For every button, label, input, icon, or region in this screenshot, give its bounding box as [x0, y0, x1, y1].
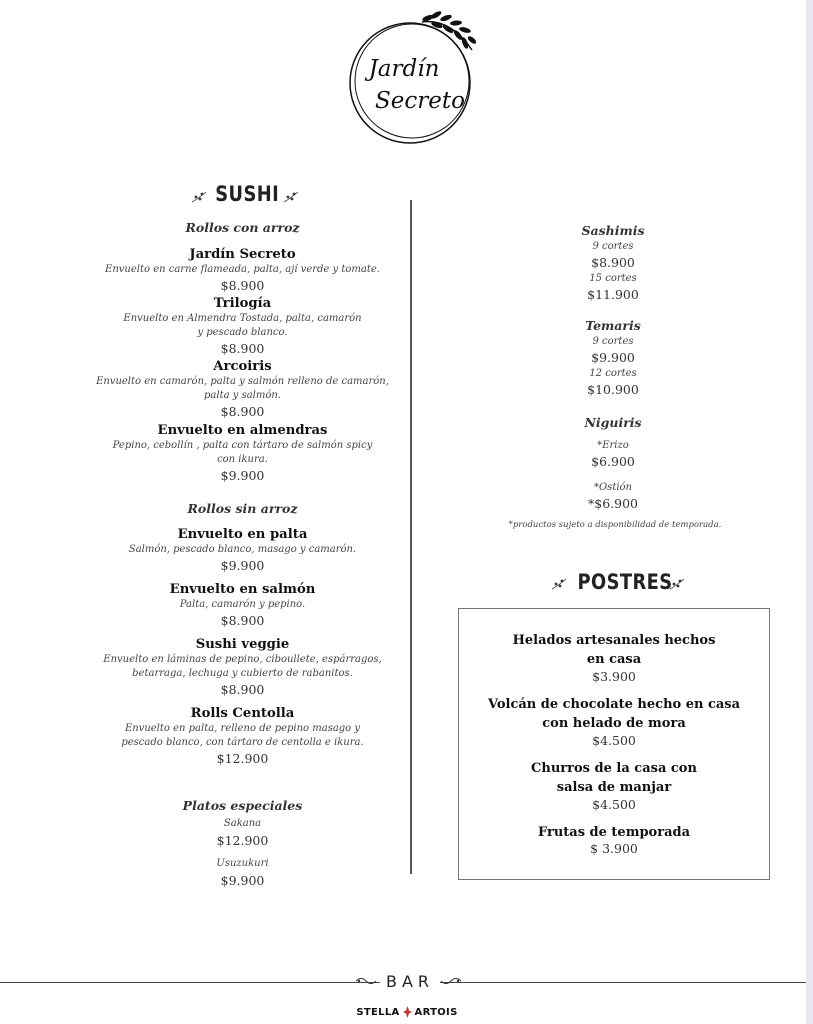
- menu-item: [90, 816, 395, 850]
- bar-label: BAR: [380, 972, 440, 992]
- item-name: Trilogía: [213, 296, 272, 311]
- group-heading: Rollos sin arroz: [187, 501, 298, 516]
- item-desc: Envuelto en palta, relleno de pepino masago y: [124, 723, 361, 734]
- sprig-right-icon: [668, 577, 686, 591]
- cut-label: 9 cortes: [592, 241, 634, 252]
- group-heading: Sashimis: [581, 223, 645, 238]
- dessert-name: Churros de la casa con: [531, 761, 697, 776]
- menu-item: [90, 246, 395, 294]
- item-name: Sakana: [223, 818, 262, 829]
- cut-price: $11.900: [587, 287, 639, 302]
- item-price: $8.900: [220, 278, 265, 293]
- menu-item: [90, 422, 395, 484]
- cut-label: 15 cortes: [589, 273, 637, 284]
- item-price: $8.900: [220, 404, 265, 419]
- group-heading: Platos especiales: [182, 798, 303, 813]
- item-desc: Salmón, pescado blanco, masago y camarón.: [128, 544, 357, 555]
- item-price: $9.900: [220, 558, 265, 573]
- sprig-left-icon: [190, 190, 208, 204]
- menu-item: [90, 358, 395, 420]
- item-desc: palta y salmón.: [204, 390, 281, 401]
- sushi-title: SUSHI: [215, 182, 280, 206]
- cut-label: 12 cortes: [589, 368, 637, 379]
- item-name: Sushi veggie: [195, 637, 290, 652]
- sashimis-section: [523, 222, 703, 304]
- cut-price: *$6.900: [588, 496, 638, 511]
- item-name: Rolls Centolla: [190, 706, 295, 721]
- group-heading: Rollos con arroz: [185, 220, 300, 235]
- item-price: $9.900: [220, 468, 265, 483]
- item-price: $8.900: [220, 682, 265, 697]
- item-price: $12.900: [216, 833, 269, 848]
- sprig-left-icon: [550, 577, 568, 591]
- item-price: $9.900: [220, 873, 265, 888]
- item-price: $8.900: [220, 341, 265, 356]
- postres-title: POSTRES: [577, 570, 673, 594]
- item-desc: pescado blanco, con tártaro de centolla e ikura.: [121, 737, 364, 748]
- dessert-name: Volcán de chocolate hecho en casa: [487, 697, 741, 712]
- cut-label: 9 cortes: [592, 336, 634, 347]
- temaris-section: [523, 317, 703, 399]
- dessert-name: Helados artesanales hechos: [512, 633, 716, 648]
- dessert-item: [459, 631, 769, 685]
- group-heading: Niguiris: [584, 415, 642, 430]
- logo-line2: Secreto: [375, 88, 465, 114]
- item-desc: Envuelto en carne flameada, palta, ají verde y tomate.: [105, 264, 380, 275]
- item-desc: Envuelto en láminas de pepino, ciboullete, espárragos,: [103, 654, 382, 665]
- sponsor-left-text: STELLA: [356, 1006, 400, 1018]
- logo-line1: Jardín: [368, 56, 440, 82]
- dessert-name: en casa: [586, 652, 642, 667]
- dessert-price: $ 3.900: [590, 841, 638, 856]
- menu-item: [90, 295, 395, 357]
- menu-item: [90, 636, 395, 698]
- item-desc: Pepino, cebollín , palta con tártaro de salmón spicy: [112, 440, 373, 451]
- item-name: Arcoiris: [213, 359, 272, 374]
- cut-label: *Ostión: [593, 482, 632, 493]
- item-desc: betarraga, lechuga y cubierto de rabanitos.: [132, 668, 353, 679]
- item-name: Jardín Secreto: [189, 247, 296, 262]
- group-heading: Temaris: [585, 318, 641, 333]
- item-price: $12.900: [216, 751, 269, 766]
- sponsor-right-text: ARTOIS: [414, 1006, 458, 1018]
- item-name: Envuelto en salmón: [169, 582, 316, 597]
- item-desc: con ikura.: [217, 454, 268, 465]
- item-name: Envuelto en palta: [177, 527, 308, 542]
- sushi-left-column: [90, 220, 395, 890]
- niguiris-section: [523, 414, 703, 513]
- page-edge: [806, 0, 813, 1024]
- menu-item: [90, 581, 395, 629]
- dessert-name: con helado de mora: [542, 716, 686, 731]
- dessert-name: Frutas de temporada: [537, 825, 691, 840]
- sprig-right-icon: [282, 190, 300, 204]
- dessert-item: [459, 695, 769, 749]
- logo: [340, 8, 485, 153]
- cut-price: $8.900: [591, 255, 635, 270]
- item-name: Usuzukuri: [216, 858, 269, 869]
- flourish-left-icon: [355, 976, 377, 986]
- dessert-price: $4.500: [592, 797, 636, 812]
- dessert-item: [459, 759, 769, 813]
- menu-item: [90, 526, 395, 574]
- item-desc: Palta, camarón y pepino.: [179, 599, 306, 610]
- availability-note: *productos sujeto a disponibilidad de temporada.: [508, 520, 722, 530]
- column-divider: [410, 200, 412, 874]
- sponsor-logo: [352, 1005, 462, 1019]
- flourish-right-icon: [440, 976, 462, 986]
- dessert-box: [458, 608, 770, 880]
- cut-price: $9.900: [591, 350, 635, 365]
- cut-price: $6.900: [591, 454, 635, 469]
- cut-price: $10.900: [587, 382, 639, 397]
- star-icon: [403, 1006, 412, 1018]
- item-name: Envuelto en almendras: [157, 423, 328, 438]
- item-desc: Envuelto en camarón, palta y salmón relleno de camarón,: [96, 376, 389, 387]
- item-desc: Envuelto en Almendra Tostada, palta, camarón: [123, 313, 362, 324]
- item-price: $8.900: [220, 613, 265, 628]
- dessert-item: [459, 823, 769, 855]
- menu-item: [90, 705, 395, 767]
- logo-wreath-icon: [340, 8, 485, 153]
- dessert-name: salsa de manjar: [556, 780, 672, 795]
- item-desc: y pescado blanco.: [197, 327, 288, 338]
- menu-item: [90, 856, 395, 890]
- dessert-price: $4.500: [592, 733, 636, 748]
- dessert-price: $3.900: [592, 669, 636, 684]
- cut-label: *Erizo: [597, 440, 629, 451]
